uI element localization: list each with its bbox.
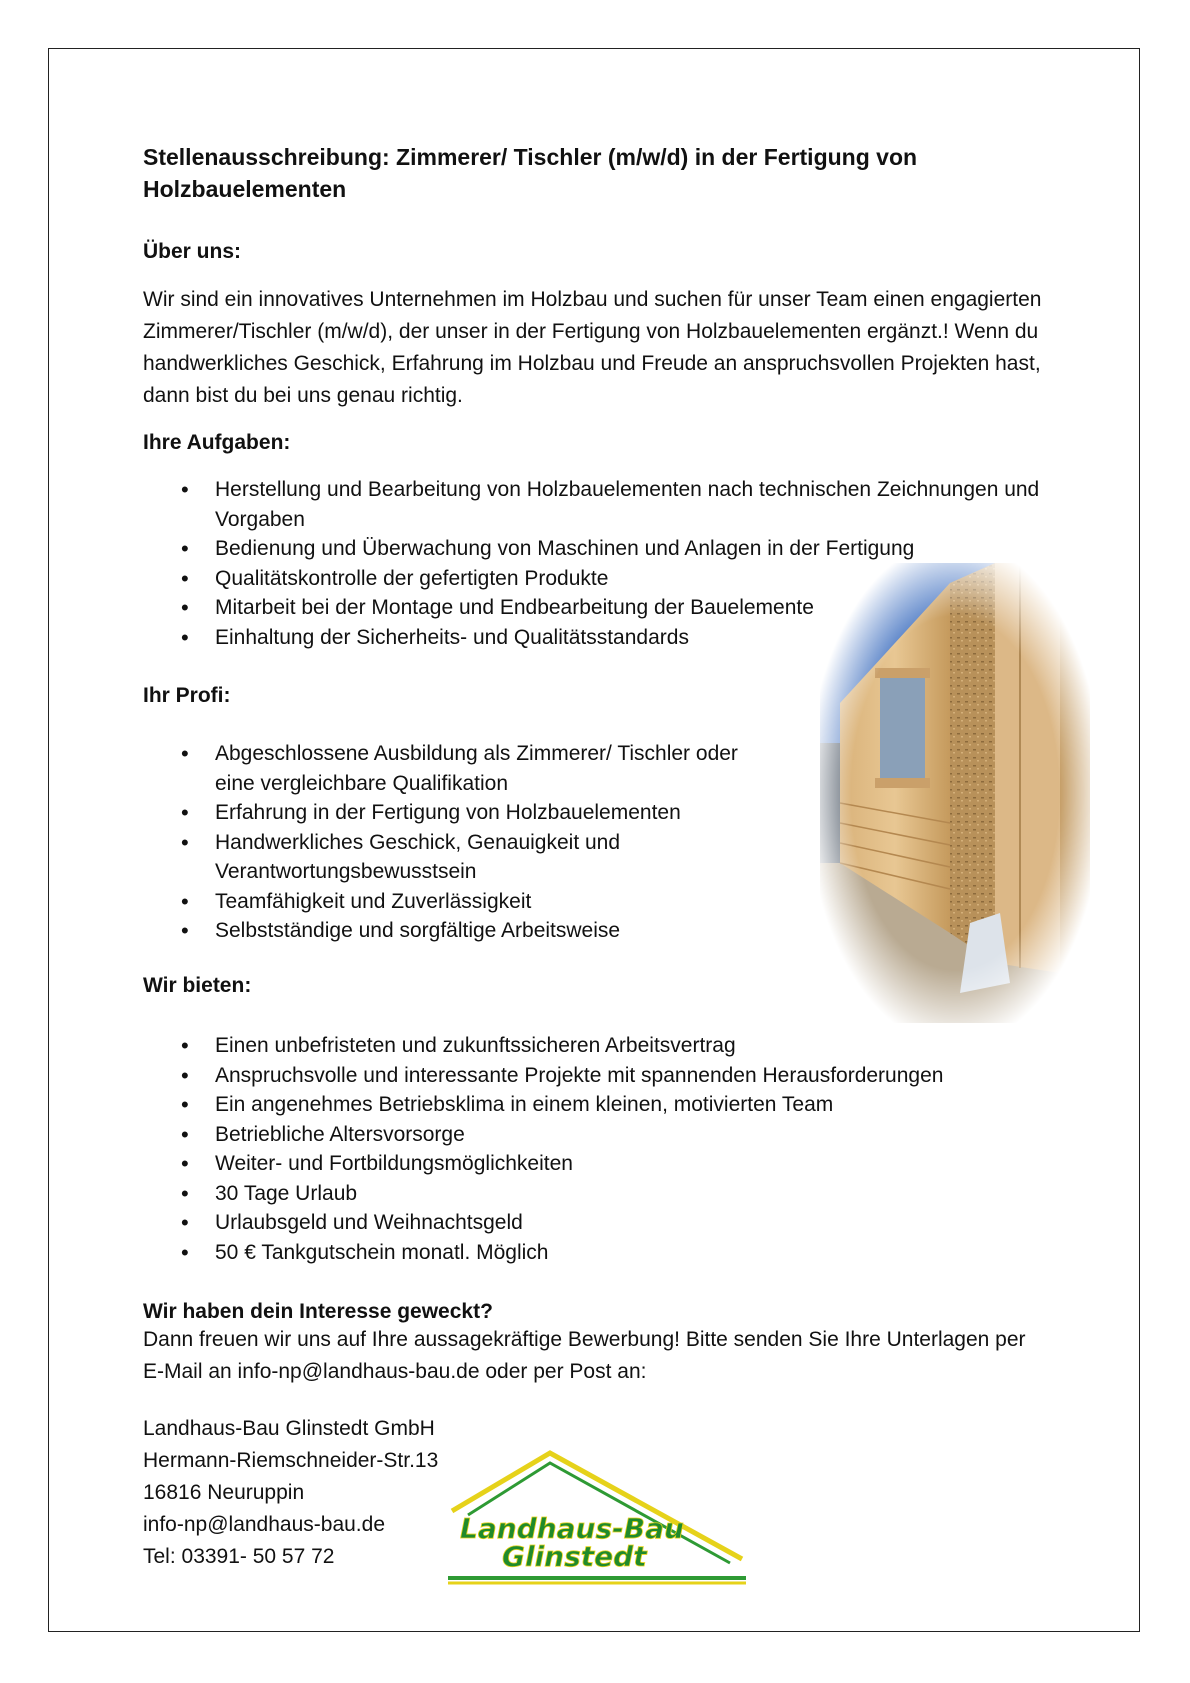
list-item: • Einhaltung der Sicherheits- und Qualitätsstandards xyxy=(143,623,1043,653)
list-item: • Erfahrung in der Fertigung von Holzbauelementen xyxy=(143,798,743,828)
list-item: • Urlaubsgeld und Weihnachtsgeld xyxy=(143,1208,1043,1238)
list-item: • Selbstständige und sorgfältige Arbeitsweise xyxy=(143,916,743,946)
city: 16816 Neuruppin xyxy=(143,1481,305,1504)
list-item: • 30 Tage Urlaub xyxy=(143,1179,1043,1209)
list-item: • Ein angenehmes Betriebsklima in einem kleinen, motivierten Team xyxy=(143,1090,1043,1120)
tasks-heading: Ihre Aufgaben: xyxy=(143,431,291,454)
list-item: • Qualitätskontrolle der gefertigten Produkte xyxy=(143,564,1043,594)
cta-heading: Wir haben dein Interesse geweckt? xyxy=(143,1300,493,1323)
profile-heading: Ihr Profi: xyxy=(143,684,231,707)
phone: Tel: 03391- 50 57 72 xyxy=(143,1545,335,1568)
offer-list xyxy=(143,1031,1043,1267)
logo-text-line2: Glinstedt xyxy=(502,1540,647,1573)
about-heading: Über uns: xyxy=(143,240,242,263)
logo-text-line1: Landhaus-Bau xyxy=(460,1512,684,1545)
wood-wall-element-photo xyxy=(820,563,1090,1023)
profile-list xyxy=(143,739,743,946)
list-item: • Abgeschlossene Ausbildung als Zimmerer/ Tischler oder eine vergleichbare Qualifikation xyxy=(143,739,743,798)
postal-address xyxy=(143,1413,438,1573)
list-item: • Einen unbefristeten und zukunftssicheren Arbeitsvertrag xyxy=(143,1031,1043,1061)
offer-heading: Wir bieten: xyxy=(143,974,252,997)
page-title: Stellenausschreibung: Zimmerer/ Tischler (m/w/d) in der Fertigung von Holzbauelementen xyxy=(143,144,918,202)
list-item: • Anspruchsvolle und interessante Projekte mit spannenden Herausforderungen xyxy=(143,1061,1043,1091)
cta-text: Dann freuen wir uns auf Ihre aussagekräftige Bewerbung! Bitte senden Sie Ihre Unterlagen per E-Mail an info-np@landhaus-bau.de oder per Post an: xyxy=(143,1328,1026,1383)
company-name: Landhaus-Bau Glinstedt GmbH xyxy=(143,1417,435,1440)
about-text: Wir sind ein innovatives Unternehmen im Holzbau und suchen für unser Team einen engagierten Zimmerer/Tischler (m/w/d), der unser in der Fertigung von Holzbauelementen ergänzt.! Wenn du handwerkliches Geschick, Erfahrung im Holzbau und Freude an anspruchsvollen Projekten hast, dann bist du bei uns genau richtig. xyxy=(143,288,1042,407)
list-item: • Weiter- und Fortbildungsmöglichkeiten xyxy=(143,1149,1043,1179)
list-item: • Handwerkliches Geschick, Genauigkeit und Verantwortungsbewusstsein xyxy=(143,828,743,887)
list-item: • Teamfähigkeit und Zuverlässigkeit xyxy=(143,887,743,917)
list-item: • Bedienung und Überwachung von Maschinen und Anlagen in der Fertigung xyxy=(143,534,1043,564)
list-item: • Mitarbeit bei der Montage und Endbearbeitung der Bauelemente xyxy=(143,593,1043,623)
list-item: • 50 € Tankgutschein monatl. Möglich xyxy=(143,1238,1043,1268)
list-item: • Herstellung und Bearbeitung von Holzbauelementen nach technischen Zeichnungen und Vorgaben xyxy=(143,475,1043,534)
list-item: • Betriebliche Altersvorsorge xyxy=(143,1120,1043,1150)
landhaus-bau-logo xyxy=(446,1449,762,1587)
email[interactable]: info-np@landhaus-bau.de xyxy=(143,1513,385,1536)
street: Hermann-Riemschneider-Str.13 xyxy=(143,1449,439,1472)
